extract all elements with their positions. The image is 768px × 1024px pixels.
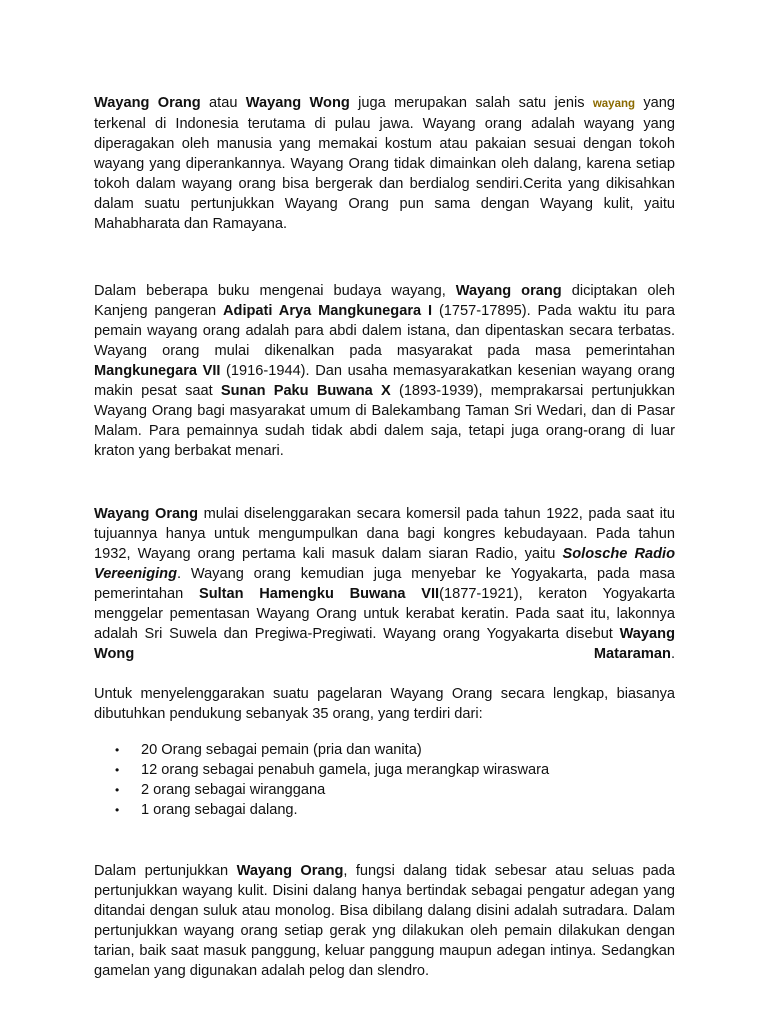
list-item: • 20 Orang sebagai pemain (pria dan wanita) bbox=[115, 742, 422, 758]
paragraph-history: Dalam beberapa buku mengenai budaya wayang, Wayang orang diciptakan oleh Kanjeng pangeran Adipati Arya Mangkunegara I (1757-17895). Pada waktu itu para pemain wayang orang adalah para abdi dalem istana, dan dipentaskan secara terbatas. Wayang orang mulai dikenalkan pada masyarakat pada masa pemerintahan Mangkunegara VII (1916-1944). Dan usaha memasyarakatkan kesenian wayang orang makin pesat saat Sunan Paku Buwana X (1893-1939), memprakarsai pertunjukkan Wayang Orang bagi masyarakat umum di Balekambang Taman Sri Wedari, dan di Pasar Malam. Para pemainnya sudah tidak abdi dalem saja, tetapi juga orang-orang di luar kraton yang berbakat menari. bbox=[94, 283, 676, 459]
bold-term: Wayang orang bbox=[455, 283, 562, 299]
paragraph-personnel: Untuk menyelenggarakan suatu pagelaran Wayang Orang secara lengkap, biasanya dibutuhkan pendukung sebanyak 35 orang, yang terdiri dari: bbox=[94, 686, 675, 722]
bold-term: Wayang Wong bbox=[245, 95, 350, 111]
document-page bbox=[94, 93, 675, 981]
bold-term: Sunan Paku Buwana X bbox=[220, 383, 391, 399]
bold-term: Wayang Orang bbox=[94, 506, 198, 522]
list-item: • 2 orang sebagai wiranggana bbox=[115, 782, 326, 798]
list-item: • 12 orang sebagai penabuh gamela, juga merangkap wiraswara bbox=[115, 762, 550, 778]
bold-term: Wayang Orang bbox=[94, 95, 201, 111]
paragraph-commercial: Wayang Orang mulai diselenggarakan secara komersil pada tahun 1922, pada saat itu tujuannya hanya untuk mengumpulkan dana bagi kongres kebudayaan. Pada tahun 1932, Wayang orang pertama kali masuk dalam siaran Radio, yaitu Solosche Radio Vereeniging. Wayang orang kemudian juga menyebar ke Yogyakarta, pada masa pemerintahan Sultan Hamengku Buwana VII(1877-1921), keraton Yogyakarta menggelar pementasan Wayang Orang untuk kerabat keratin. Pada saat itu, lakonnya adalah Sri Suwela dan Pregiwa-Pregiwati. Wayang orang Yogyakarta disebut Wayang Wong Mataraman. bbox=[94, 506, 675, 662]
bullet-icon: • bbox=[115, 763, 120, 777]
bold-term: Adipati Arya Mangkunegara I bbox=[223, 303, 433, 319]
bullet-icon: • bbox=[115, 803, 120, 817]
wayang-link[interactable]: wayang bbox=[592, 98, 636, 110]
bold-italic-term: Solosche Radio Vereeniging bbox=[94, 546, 675, 582]
list-item: • 1 orang sebagai dalang. bbox=[115, 802, 298, 818]
bold-term: Wayang Orang bbox=[236, 863, 344, 879]
bold-term: Wayang Wong Mataraman bbox=[94, 626, 675, 662]
personnel-list bbox=[94, 740, 675, 820]
paragraph-intro: Wayang Orang atau Wayang Wong juga merupakan salah satu jenis wayang yang terkenal di Indonesia terutama di pulau jawa. Wayang orang adalah wayang yang diperagakan oleh manusia yang memakai kostum atau pakaian sesuai dengan tokoh wayang yang diperankannya. Wayang Orang tidak dimainkan oleh dalang, karena setiap tokoh dalam wayang orang bisa bergerak dan berdialog sendiri.Cerita yang dikisahkan dalam suatu pertunjukkan Wayang Orang pun sama dengan Wayang kulit, yaitu Mahabharata dan Ramayana. bbox=[94, 95, 675, 232]
bold-term: Mangkunegara VII bbox=[94, 363, 221, 379]
bullet-icon: • bbox=[115, 783, 120, 797]
bold-term: Sultan Hamengku Buwana VII bbox=[198, 586, 440, 602]
bullet-icon: • bbox=[115, 743, 120, 757]
paragraph-dalang: Dalam pertunjukkan Wayang Orang, fungsi dalang tidak sebesar atau seluas pada pertunjukkan wayang kulit. Disini dalang hanya bertindak sebagai pengatur adegan yang ditandai dengan suluk atau monolog. Bisa dibilang dalang disini adalah sutradara. Dalam pertunjukkan wayang orang setiap gerak yng dilakukan oleh pemain dilakukan dengan tarian, baik saat masuk panggung, keluar panggung maupun adegan intinya. Sedangkan gamelan yang digunakan adalah pelog dan slendro. bbox=[94, 863, 675, 979]
